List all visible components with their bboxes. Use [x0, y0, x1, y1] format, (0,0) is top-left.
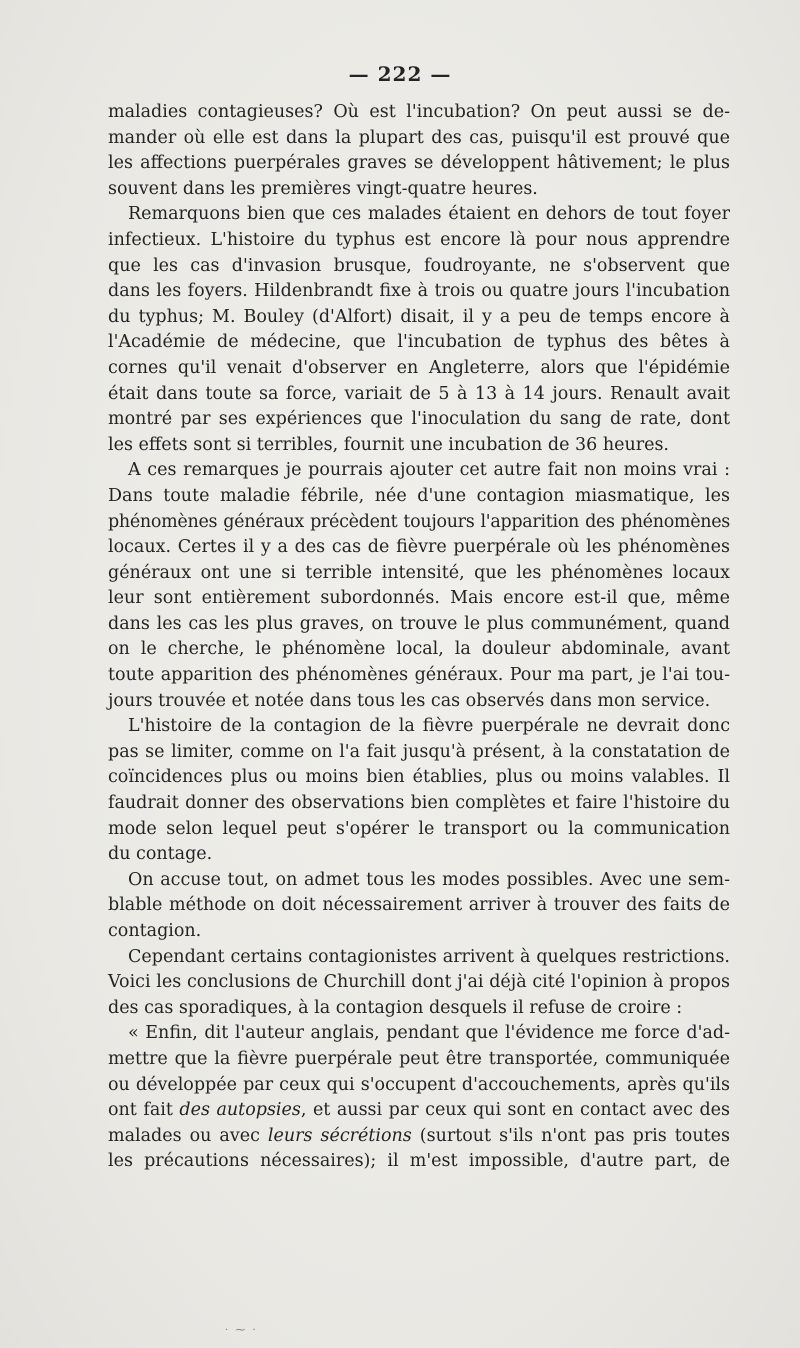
text-line: Dans toute maladie fébrile, née d'une contagion miasmatique, les [108, 485, 730, 506]
text-line: jours trouvée et notée dans tous les cas observés dans mon service. [108, 690, 711, 711]
text-line: montré par ses expériences que l'inoculation du sang de rate, dont [108, 409, 730, 430]
text-line: mode selon lequel peut s'opérer le transport ou la communication [108, 818, 730, 839]
text-line: cornes qu'il venait d'observer en Angleterre, alors que l'épidémie [108, 357, 730, 378]
text-segment: , et aussi par ceux qui sont en contact avec des [300, 1100, 730, 1121]
text-line: mettre que la fièvre puerpérale peut être transportée, communiquée [108, 1048, 730, 1069]
ink-smudge: · ⁓ · [225, 1325, 258, 1336]
text-line: leur sont entièrement subordonnés. Mais encore est-il que, même [108, 588, 730, 609]
text-line: du typhus; M. Bouley (d'Alfort) disait, il y a peu de temps encore à [108, 306, 730, 327]
text-line: dans les cas les plus graves, on trouve le plus communément, quand [108, 613, 730, 634]
text-line: L'histoire de la contagion de la fièvre puerpérale ne devrait donc [128, 716, 730, 737]
text-line: faudrait donner des observations bien complètes et faire l'histoire du [108, 793, 730, 814]
text-line: les affections puerpérales graves se développent hâtivement; le plus [108, 153, 730, 174]
italic-phrase: des autopsies [179, 1100, 301, 1121]
text-line: dans les foyers. Hildenbrandt fixe à trois ou quatre jours l'incubation [108, 281, 730, 302]
text-line: A ces remarques je pourrais ajouter cet autre fait non moins vrai : [128, 460, 730, 481]
text-segment: (surtout s'ils n'ont pas pris toutes [411, 1125, 730, 1146]
italic-phrase: leurs sécrétions [267, 1125, 412, 1146]
text-line: pas se limiter, comme on l'a fait jusqu'à présent, à la constatation de [108, 741, 730, 762]
text-line [108, 1098, 730, 1124]
text-line: Remarquons bien que ces malades étaient en dehors de tout foyer [128, 204, 730, 225]
text-line: on le cherche, le phénomène local, la douleur abdominale, avant [108, 639, 730, 660]
text-line: l'Académie de médecine, que l'incubation de typhus des bêtes à [108, 332, 730, 353]
text-line: locaux. Certes il y a des cas de fièvre puerpérale où les phénomènes [108, 537, 730, 558]
text-segment: ont fait [108, 1100, 180, 1121]
text-line: On accuse tout, on admet tous les modes possibles. Avec une sem- [128, 869, 730, 890]
text-line: Cependant certains contagionistes arrivent à quelques restrictions. [128, 946, 730, 967]
text-line: des cas sporadiques, à la contagion desquels il refuse de croire : [108, 997, 683, 1018]
text-line: généraux ont une si terrible intensité, que les phénomènes locaux [108, 562, 730, 583]
body-text [108, 100, 730, 1175]
text-segment: malades ou avec [108, 1125, 268, 1146]
text-line: infectieux. L'histoire du typhus est encore là pour nous apprendre [108, 229, 730, 250]
text-line: toute apparition des phénomènes généraux. Pour ma part, je l'ai tou- [108, 665, 730, 686]
page-number: — 222 — [348, 62, 452, 86]
text-line: que les cas d'invasion brusque, foudroyante, ne s'observent que [108, 255, 730, 276]
text-line: maladies contagieuses? Où est l'incubation? On peut aussi se de- [108, 102, 730, 122]
text-line: « Enfin, dit l'auteur anglais, pendant que l'évidence me force d'ad- [128, 1023, 730, 1044]
text-line [108, 1124, 730, 1150]
text-line: les effets sont si terribles, fournit une incubation de 36 heures. [108, 434, 669, 455]
text-line: Voici les conclusions de Churchill dont j'ai déjà cité l'opinion à propos [108, 972, 730, 993]
text-line: du contage. [108, 844, 213, 865]
text-line: phénomènes généraux précèdent toujours l'apparition des phénomènes [108, 511, 730, 532]
text-line: ou développée par ceux qui s'occupent d'accouchements, après qu'ils [108, 1074, 730, 1095]
text-line: blable méthode on doit nécessairement arriver à trouver des faits de [108, 895, 730, 916]
text-line: mander où elle est dans la plupart des cas, puisqu'il est prouvé que [108, 127, 730, 148]
text-line: souvent dans les premières vingt-quatre heures. [108, 178, 538, 199]
text-line: les précautions nécessaires); il m'est impossible, d'autre part, de [108, 1151, 730, 1172]
text-line: coïncidences plus ou moins bien établies, plus ou moins valables. Il [108, 767, 730, 788]
text-line: était dans toute sa force, variait de 5 à 13 à 14 jours. Renault avait [108, 383, 730, 404]
text-line: contagion. [108, 921, 202, 941]
